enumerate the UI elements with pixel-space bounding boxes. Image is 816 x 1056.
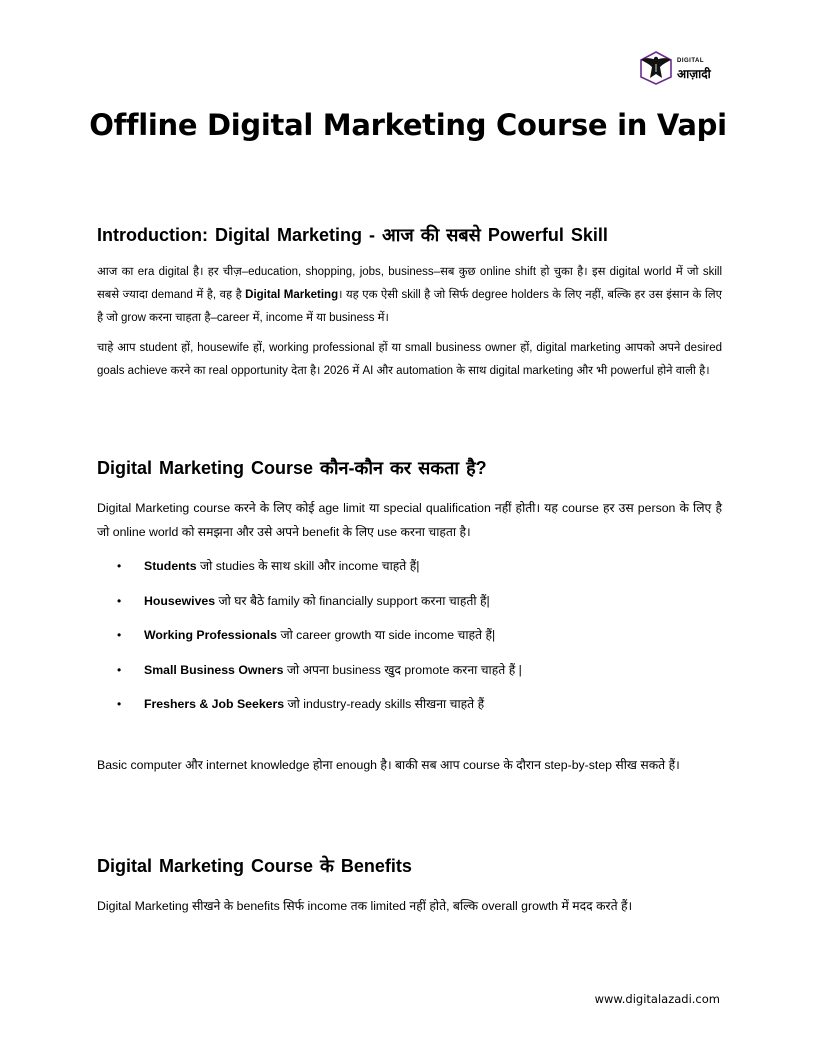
intro-paragraph-1	[97, 261, 722, 330]
section-heading-benefits: Digital Marketing Course के Benefits	[97, 856, 412, 876]
eagle-emblem-icon	[638, 50, 674, 86]
list-item-bold: Students	[144, 559, 197, 573]
who-can-join-outro: Basic computer और internet knowledge होना enough है। बाकी सब आप course के दौरान step-by-step सीख सकते हैं।	[97, 758, 680, 772]
intro-paragraph-1-start: आज का era digital है। हर चीज़–education, shopping, jobs, business–सब कुछ online shift हो चुका है। इस digital world में जो skill सबसे ज्यादा demand में है, वह है	[97, 266, 722, 301]
list-item	[97, 556, 722, 591]
list-item-bold: Small Business Owners	[144, 662, 284, 677]
audience-list	[97, 556, 722, 729]
intro-paragraph-2: चाहे आप student हों, housewife हों, working professional हों या small business owner हों, digital marketing आपको अपने desired goals achieve करने का real opportunity देता है। 2026 में AI और automation के साथ digital marketing और भी powerful होने वाली है।	[97, 342, 722, 377]
list-item-bold: Working Professionals	[144, 628, 278, 642]
list-item-text: जो घर बैठे family को financially support करना चाहती हैं|	[215, 593, 490, 608]
who-can-join-intro: Digital Marketing course करने के लिए कोई age limit या special qualification नहीं होती। यह course हर उस person के लिए है जो online world को समझना और उसे अपने benefit के लिए use करना चाहता है।	[97, 501, 722, 539]
list-item	[97, 660, 722, 695]
list-item-text: जो industry-ready skills सीखना चाहते हैं	[284, 697, 485, 711]
section-heading-who-can-join: Digital Marketing Course कौन-कौन कर सकता है?	[97, 458, 487, 478]
list-item-text: जो career growth या side income चाहते हैं|	[277, 628, 496, 642]
page-title: Offline Digital Marketing Course in Vapi	[89, 108, 727, 142]
logo-text-main: आज़ादी	[677, 67, 711, 81]
list-item	[97, 625, 722, 660]
intro-paragraph-1-end: । यह एक ऐसी skill है जो सिर्फ degree holders के लिए नहीं, बल्कि हर उस इंसान के लिए है जो grow करना चाहता है–career में, income में या business में।	[97, 289, 723, 324]
list-item	[97, 694, 722, 729]
list-item-text: जो अपना business खुद promote करना चाहते हैं |	[283, 662, 522, 677]
bullet-dot-icon: •	[117, 697, 122, 711]
bullet-dot-icon: •	[117, 593, 122, 608]
intro-paragraph-1-bold: Digital Marketing	[245, 289, 339, 301]
bullet-dot-icon: •	[117, 628, 122, 642]
logo-text-top: DIGITAL	[677, 58, 705, 64]
benefits-intro: Digital Marketing सीखने के benefits सिर्फ income तक limited नहीं होते, बल्कि overall growth में मदद करते हैं।	[97, 899, 633, 913]
bullet-dot-icon: •	[117, 559, 122, 573]
list-item-bold: Freshers & Job Seekers	[144, 697, 285, 711]
footer-website-link[interactable]: www.digitalazadi.com	[594, 992, 720, 1006]
list-item-bold: Housewives	[144, 593, 216, 608]
list-item-text: जो studies के साथ skill और income चाहते हैं|	[196, 559, 420, 573]
section-heading-introduction: Introduction: Digital Marketing - आज की सबसे Powerful Skill	[97, 225, 608, 245]
bullet-dot-icon: •	[117, 662, 122, 677]
brand-logo	[638, 50, 728, 86]
list-item	[97, 591, 722, 626]
